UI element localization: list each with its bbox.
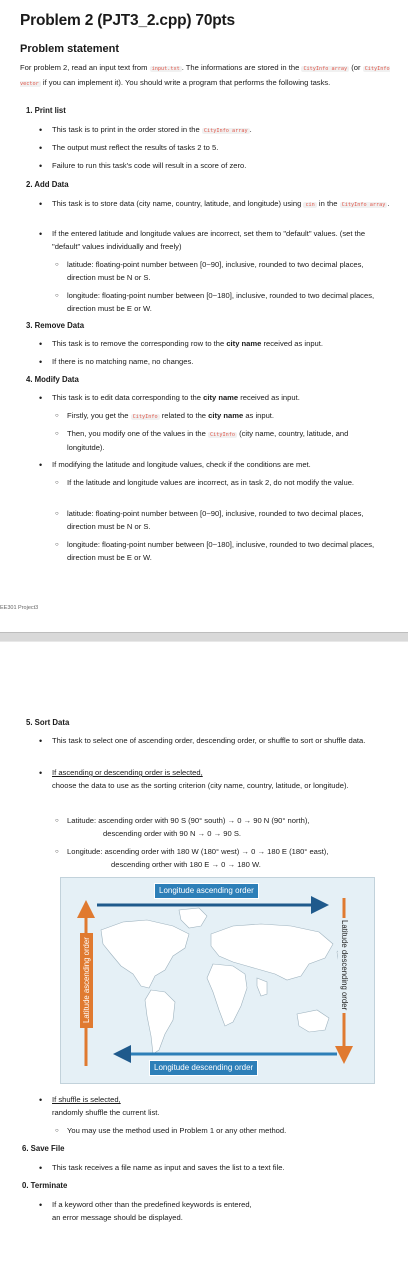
- bullet-text: related to the: [159, 411, 209, 420]
- bullet: • The output must reflect the results of tasks 2 to 5.: [52, 142, 392, 155]
- inline-code: CityInfo array: [341, 202, 386, 208]
- section-remove-data-heading: 3. Remove Data: [26, 321, 85, 330]
- bullet-text: (city name, country, latitude, and longitutde).: [67, 429, 349, 452]
- intro-text: For problem 2, read an input text from: [20, 63, 150, 72]
- bullet-text: ○ Longitude: ascending order with 180 W (180° west) → 0 → 180 E (180° east),: [67, 847, 329, 856]
- bullet-text: This task is to remove the corresponding row to the: [52, 339, 227, 348]
- sub-bullet: [67, 846, 387, 871]
- inline-code: CityInfo array: [303, 66, 348, 72]
- continents-shape: [101, 908, 343, 1054]
- bullet-text: randomly shuffle the current list.: [52, 1107, 160, 1117]
- bullet-text: received as input.: [238, 393, 300, 402]
- page-title: Problem 2 (PJT3_2.cpp) 70pts: [20, 12, 235, 29]
- longitude-ascending-label: Longitude ascending order: [154, 883, 259, 899]
- sub-bullet: ○ You may use the method used in Problem 1 or any other method.: [67, 1125, 387, 1138]
- bullet-underlined-text: • If ascending or descending order is selected,: [52, 768, 203, 777]
- sub-bullet: ○ If the latitude and longitude values are incorrect, as in task 2, do not modify the value.: [67, 477, 387, 490]
- sort-order-map-figure: [60, 877, 375, 1084]
- bullet-bold-text: city name: [226, 339, 262, 348]
- sub-bullet: ○ longitude: floating-point number between [0~180], inclusive, rounded to two decimal places, direction must be E or W.: [67, 290, 387, 315]
- bullet-text: in the: [316, 199, 340, 208]
- bullet-text: an error message should be displayed.: [52, 1212, 183, 1222]
- inline-code: cin: [305, 202, 315, 208]
- bullet: [52, 767, 392, 792]
- bullet: [52, 198, 392, 212]
- bullet: • This task to select one of ascending order, descending order, or shuffle to sort or shuffle data.: [52, 735, 392, 748]
- inline-code: CityInfo vector: [20, 66, 390, 87]
- sub-bullet: ○ latitude: floating-point number between [0~90], inclusive, rounded to two decimal places, direction must be N or S.: [67, 259, 387, 284]
- bullet-bold-text: city name: [208, 411, 244, 420]
- page-footer: EE301 Project3: [0, 605, 39, 611]
- latitude-ascending-label: Latitude ascending order: [80, 933, 93, 1028]
- longitude-descending-label: Longitude descending order: [149, 1060, 258, 1076]
- intro-text: if you can implement it). You should write a program that performs the following tasks.: [40, 78, 331, 87]
- bullet: • If modifying the latitude and longitude values, check if the conditions are met.: [52, 459, 392, 472]
- bullet-text: choose the data to use as the sorting criterion (city name, country, latitude, or longitude).: [52, 780, 349, 790]
- sub-bullet: ○ latitude: floating-point number between [0~90], inclusive, rounded to two decimal places, direction must be N or S.: [67, 508, 387, 533]
- bullet-text: This task is to print in the order stored in the: [52, 125, 202, 134]
- bullet-text: .: [249, 125, 252, 134]
- section-terminate-heading: 0. Terminate: [22, 1181, 68, 1190]
- intro-paragraph: [20, 61, 392, 91]
- bullet: [52, 392, 392, 405]
- bullet: • If there is no matching name, no changes.: [52, 356, 392, 369]
- section-add-data-heading: 2. Add Data: [26, 180, 69, 189]
- bullet-text: This task is to store data (city name, country, latitude, and longitude) using: [52, 199, 304, 208]
- intro-text: (or: [349, 63, 363, 72]
- sub-bullet: [67, 410, 387, 424]
- bullet-text: descending orther with 180 E → 0 → 180 W.: [111, 859, 261, 869]
- sub-bullet: ○ longitude: floating-point number between [0~180], inclusive, rounded to two decimal places, direction must be E or W.: [67, 539, 387, 564]
- latitude-descending-label: Latitude descending order: [338, 918, 351, 1013]
- bullet-text: • If a keyword other than the predefined keywords is entered,: [52, 1200, 252, 1209]
- bullet-text: descending order with 90 N → 0 → 90 S.: [103, 828, 242, 838]
- section-save-file-heading: 6. Save File: [22, 1144, 65, 1153]
- bullet-underlined-text: • If shuffle is selected,: [52, 1095, 121, 1104]
- world-map-image: [61, 878, 374, 1083]
- inline-code: CityInfo: [132, 414, 158, 420]
- bullet-text: This task is to edit data corresponding to the: [52, 393, 204, 402]
- bullet: • This task receives a file name as input and saves the list to a text file.: [52, 1162, 392, 1175]
- document-page-1: [0, 0, 408, 632]
- section-sort-data-heading: 5. Sort Data: [26, 718, 70, 727]
- inline-code: CityInfo: [210, 432, 235, 438]
- section-print-list-heading: 1. Print list: [26, 106, 66, 115]
- bullet-text: Then, you modify one of the values in the: [67, 429, 208, 438]
- section-modify-data-heading: 4. Modify Data: [26, 375, 79, 384]
- intro-text: . The informations are stored in the: [181, 63, 302, 72]
- inline-code: CityInfo array: [203, 128, 248, 134]
- bullet: [52, 124, 392, 138]
- page-break-divider: [0, 632, 408, 642]
- bullet-text: Firstly, you get the: [67, 411, 131, 420]
- bullet-bold-text: city name: [203, 393, 239, 402]
- bullet-text: as input.: [243, 411, 275, 420]
- bullet: • Failure to run this task's code will result in a score of zero.: [52, 160, 392, 173]
- bullet: • If the entered latitude and longitude values are incorrect, set them to "default" values. (set the "default" values individually and freely): [52, 228, 392, 253]
- inline-code: input.txt: [151, 66, 180, 72]
- document-page-2: [0, 642, 408, 1272]
- bullet: [52, 1094, 392, 1119]
- bullet-text: ○ Latitude: ascending order with 90 S (90° south) → 0 → 90 N (90° north),: [67, 816, 310, 825]
- bullet: [52, 1199, 392, 1224]
- sub-bullet: [67, 815, 387, 840]
- bullet: [52, 338, 392, 351]
- bullet-text: .: [387, 199, 390, 208]
- bullet-text: received as input.: [261, 339, 324, 348]
- sub-bullet: [67, 428, 387, 454]
- problem-statement-heading: Problem statement: [20, 43, 120, 55]
